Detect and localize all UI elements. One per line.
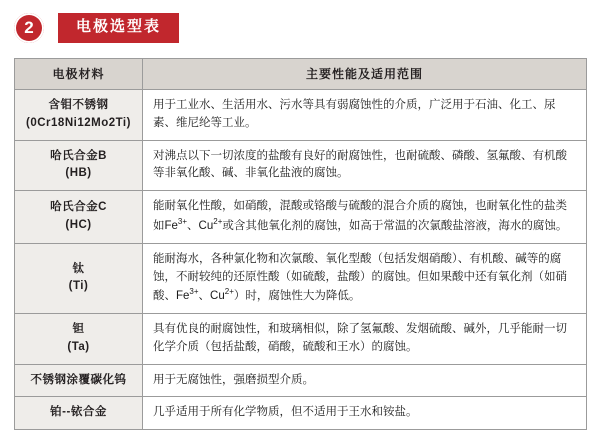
table-row [15,243,587,313]
material-name: 含钼不锈钢 [48,99,109,111]
material-cell: 不锈钢涂覆碳化钨 [15,364,143,397]
description-cell: 对沸点以下一切浓度的盐酸有良好的耐腐蚀性，也耐硫酸、磷酸、氢氟酸、有机酸等非氧化酸、碱、非氧化盐液的腐蚀。 [143,140,587,191]
description-cell: 具有优良的耐腐蚀性，和玻璃相似，除了氢氟酸、发烟硫酸、碱外，几乎能耐一切化学介质（包括盐酸，硝酸，硫酸和王水）的腐蚀。 [143,313,587,364]
material-name: 钛 [72,262,85,275]
table-row [15,140,587,191]
material-cell [15,90,143,141]
description-cell: 能耐海水，各种氯化物和次氯酸、氧化型酸（包括发烟硝酸）、有机酸、碱等的腐蚀，不耐较纯的还原性酸（如硫酸，盐酸）的腐蚀。但如果酸中还有氧化剂（如硝酸、$Fe^{3+}$、$Cu^{2+}$）时，腐蚀性大为降低。 [143,243,587,313]
table-row [15,397,587,430]
section-header [14,10,586,46]
material-name: 哈氏合金B [50,149,107,162]
description-cell: 用于工业水、生活用水、污水等具有弱腐蚀性的介质，广泛用于石油、化工、尿素、维尼纶等工业。 [143,90,587,141]
material-name: 钽 [72,322,85,335]
material-code: (HB) [65,167,92,180]
table-row [15,90,587,141]
material-name: 哈氏合金C [50,201,107,214]
material-cell [15,243,143,313]
material-cell [15,191,143,243]
table-row [15,191,587,243]
description-cell: 几乎适用于所有化学物质，但不适用于王水和铵盐。 [143,397,587,430]
description-cell: 用于无腐蚀性，强磨损型介质。 [143,364,587,397]
column-header-description: 主要性能及适用范围 [143,59,587,90]
page-title: 电极选型表 [58,13,179,43]
material-code: (0Cr18Ni12Mo2Ti) [26,116,131,129]
material-cell [15,140,143,191]
column-header-material: 电极材料 [15,59,143,90]
description-cell: 能耐氧化性酸，如硝酸，混酸或铬酸与硫酸的混合介质的腐蚀，也耐氧化性的盐类如$Fe^{3+}$、$Cu^{2+}$或含其他氧化剂的腐蚀，如高于常温的次氯酸盐溶液，海水的腐蚀。 [143,191,587,243]
electrode-selection-table [14,58,587,430]
material-code: (Ta) [67,340,90,353]
table-header-row [15,59,587,90]
table-row [15,313,587,364]
material-cell: 铂--铱合金 [15,397,143,430]
table-row [15,364,587,397]
section-number-badge: 2 [14,13,44,43]
table-body [15,90,587,430]
material-code: (Ti) [68,280,89,293]
material-code: (HC) [65,218,92,231]
material-cell [15,313,143,364]
